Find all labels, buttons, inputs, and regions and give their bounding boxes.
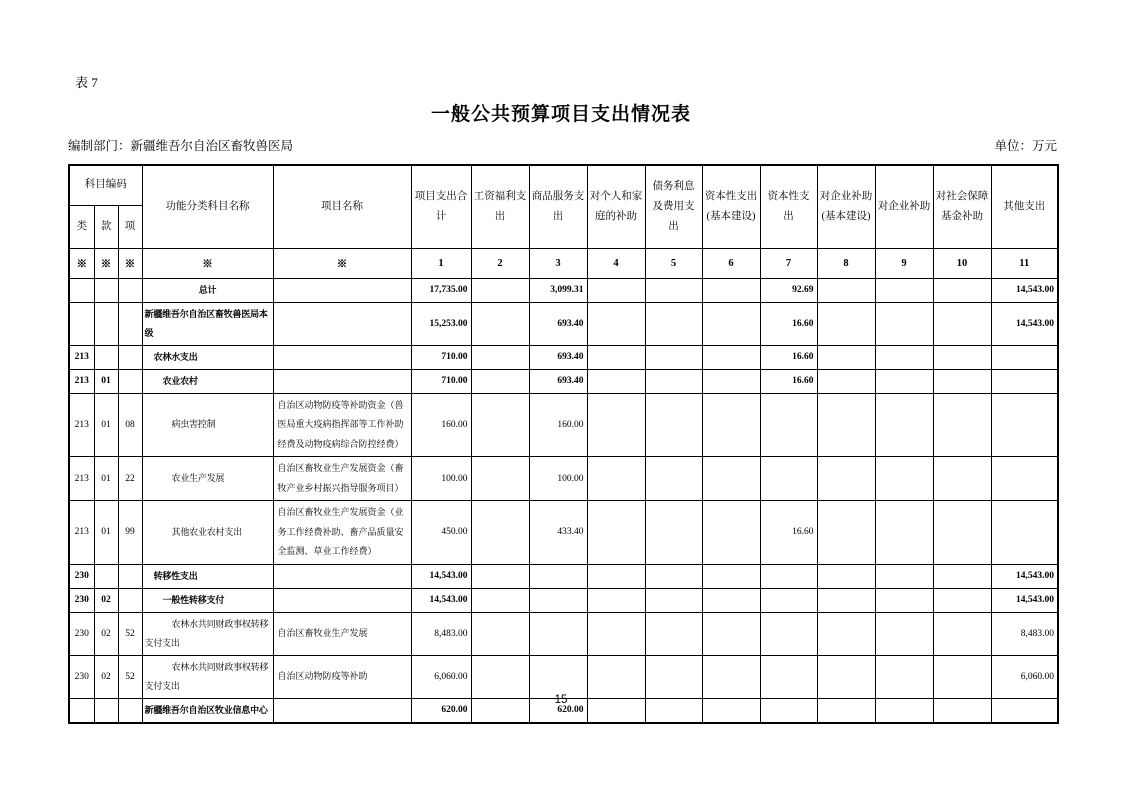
- table-row: [69, 501, 1058, 565]
- func-name-cell: 农林水支出: [142, 345, 273, 369]
- value-cell: 14,543.00: [991, 588, 1058, 612]
- value-cell: 710.00: [411, 345, 471, 369]
- value-cell: [875, 302, 933, 345]
- code-cell: 213: [69, 345, 94, 369]
- value-cell: [760, 655, 817, 698]
- value-cell: [875, 345, 933, 369]
- value-cell: 14,543.00: [991, 564, 1058, 588]
- marker-cell: ※: [273, 248, 411, 278]
- header-code-class: 类: [69, 205, 94, 248]
- value-cell: 693.40: [529, 302, 587, 345]
- header-amount-col: 其他支出: [991, 165, 1058, 248]
- header-amount-col: 资本性支出: [760, 165, 817, 248]
- table-row: [69, 302, 1058, 345]
- value-cell: [645, 564, 702, 588]
- code-cell: 213: [69, 457, 94, 501]
- value-cell: [587, 588, 645, 612]
- header-subject-code: 科目编码: [69, 165, 142, 205]
- code-cell: 02: [94, 588, 118, 612]
- marker-cell: ※: [69, 248, 94, 278]
- marker-cell: ※: [142, 248, 273, 278]
- value-cell: 710.00: [411, 369, 471, 393]
- value-cell: [587, 612, 645, 655]
- value-cell: 693.40: [529, 369, 587, 393]
- value-cell: [875, 655, 933, 698]
- header-code-item: 项: [118, 205, 142, 248]
- code-cell: 213: [69, 369, 94, 393]
- value-cell: 14,543.00: [411, 564, 471, 588]
- code-cell: [118, 345, 142, 369]
- value-cell: [587, 345, 645, 369]
- table-row: [69, 278, 1058, 302]
- prepared-by-label: 编制部门：新疆维吾尔自治区畜牧兽医局: [68, 139, 294, 153]
- value-cell: [471, 655, 529, 698]
- marker-cell: ※: [94, 248, 118, 278]
- code-cell: 230: [69, 612, 94, 655]
- value-cell: [587, 564, 645, 588]
- project-name-cell: 自治区动物防疫等补助资金（兽医局重大疫病指挥部等工作补助经费及动物疫病综合防控经费）: [273, 393, 411, 457]
- budget-table: [68, 164, 1059, 724]
- value-cell: [529, 564, 587, 588]
- value-cell: [645, 345, 702, 369]
- value-cell: [702, 369, 760, 393]
- value-cell: 6,060.00: [991, 655, 1058, 698]
- value-cell: [875, 501, 933, 565]
- value-cell: [702, 345, 760, 369]
- project-name-cell: [273, 564, 411, 588]
- header-amount-col: 对企业补助(基本建设): [817, 165, 875, 248]
- value-cell: 8,483.00: [991, 612, 1058, 655]
- meta-row: [68, 136, 1057, 154]
- value-cell: [702, 501, 760, 565]
- value-cell: [471, 501, 529, 565]
- value-cell: [760, 393, 817, 457]
- project-name-cell: [273, 278, 411, 302]
- value-cell: 16.60: [760, 369, 817, 393]
- value-cell: [991, 501, 1058, 565]
- project-name-cell: [273, 369, 411, 393]
- marker-cell: 5: [645, 248, 702, 278]
- value-cell: [817, 612, 875, 655]
- code-cell: [118, 302, 142, 345]
- table-header: [69, 165, 1058, 278]
- project-name-cell: 自治区动物防疫等补助: [273, 655, 411, 698]
- header-project-name: 项目名称: [273, 165, 411, 248]
- value-cell: 100.00: [529, 457, 587, 501]
- value-cell: [933, 655, 991, 698]
- project-name-cell: [273, 588, 411, 612]
- value-cell: 14,543.00: [991, 278, 1058, 302]
- code-cell: 02: [94, 655, 118, 698]
- value-cell: 693.40: [529, 345, 587, 369]
- marker-cell: 7: [760, 248, 817, 278]
- value-cell: [471, 457, 529, 501]
- table-row: [69, 393, 1058, 457]
- table-row: [69, 457, 1058, 501]
- value-cell: [991, 345, 1058, 369]
- table-body: [69, 278, 1058, 723]
- code-cell: 213: [69, 501, 94, 565]
- value-cell: [702, 588, 760, 612]
- value-cell: [817, 501, 875, 565]
- value-cell: 17,735.00: [411, 278, 471, 302]
- value-cell: [817, 345, 875, 369]
- value-cell: [702, 457, 760, 501]
- marker-cell: ※: [118, 248, 142, 278]
- value-cell: [471, 588, 529, 612]
- value-cell: 6,060.00: [411, 655, 471, 698]
- header-amount-col: 对企业补助: [875, 165, 933, 248]
- value-cell: [817, 302, 875, 345]
- code-cell: [69, 302, 94, 345]
- value-cell: 16.60: [760, 345, 817, 369]
- value-cell: [933, 457, 991, 501]
- code-cell: [94, 345, 118, 369]
- value-cell: 16.60: [760, 501, 817, 565]
- page-number: 15: [554, 694, 568, 706]
- value-cell: [587, 501, 645, 565]
- table-row: [69, 369, 1058, 393]
- value-cell: [875, 278, 933, 302]
- header-amount-col: 项目支出合计: [411, 165, 471, 248]
- func-name-cell: 农业生产发展: [142, 457, 273, 501]
- code-cell: 02: [94, 612, 118, 655]
- value-cell: [471, 302, 529, 345]
- value-cell: [471, 369, 529, 393]
- value-cell: [875, 393, 933, 457]
- value-cell: [760, 612, 817, 655]
- func-name-cell: 其他农业农村支出: [142, 501, 273, 565]
- func-name-cell: 一般性转移支付: [142, 588, 273, 612]
- value-cell: [760, 457, 817, 501]
- value-cell: [875, 588, 933, 612]
- code-cell: 01: [94, 369, 118, 393]
- value-cell: [587, 655, 645, 698]
- code-cell: [69, 278, 94, 302]
- code-cell: 230: [69, 655, 94, 698]
- marker-cell: 4: [587, 248, 645, 278]
- value-cell: 620.00: [411, 698, 471, 723]
- value-cell: [471, 612, 529, 655]
- marker-cell: 2: [471, 248, 529, 278]
- value-cell: [875, 457, 933, 501]
- value-cell: [645, 501, 702, 565]
- table-row: [69, 345, 1058, 369]
- marker-cell: 10: [933, 248, 991, 278]
- value-cell: [702, 393, 760, 457]
- value-cell: [760, 588, 817, 612]
- func-name-cell: 农林水共同财政事权转移支付支出: [142, 612, 273, 655]
- code-cell: 01: [94, 393, 118, 457]
- value-cell: [933, 278, 991, 302]
- marker-cell: 8: [817, 248, 875, 278]
- func-name-cell: 病虫害控制: [142, 393, 273, 457]
- header-amount-col: 工资福利支出: [471, 165, 529, 248]
- value-cell: [587, 393, 645, 457]
- code-cell: 22: [118, 457, 142, 501]
- project-name-cell: 自治区畜牧业生产发展: [273, 612, 411, 655]
- value-cell: [933, 393, 991, 457]
- code-cell: 52: [118, 655, 142, 698]
- code-cell: 01: [94, 457, 118, 501]
- unit-label: 单位：万元: [994, 139, 1057, 153]
- func-name-cell: 总计: [142, 278, 273, 302]
- table-row: [69, 564, 1058, 588]
- project-name-cell: 自治区畜牧业生产发展资金（畜牧产业乡村振兴指导服务项目）: [273, 457, 411, 501]
- value-cell: [875, 369, 933, 393]
- value-cell: [875, 612, 933, 655]
- marker-cell: 1: [411, 248, 471, 278]
- code-cell: [94, 278, 118, 302]
- func-name-cell: 转移性支出: [142, 564, 273, 588]
- value-cell: 92.69: [760, 278, 817, 302]
- value-cell: [471, 278, 529, 302]
- code-cell: [94, 564, 118, 588]
- value-cell: [933, 501, 991, 565]
- value-cell: [933, 345, 991, 369]
- func-name-cell: 农业农村: [142, 369, 273, 393]
- value-cell: 15,253.00: [411, 302, 471, 345]
- value-cell: [645, 457, 702, 501]
- value-cell: 14,543.00: [991, 302, 1058, 345]
- value-cell: [702, 278, 760, 302]
- value-cell: [933, 612, 991, 655]
- marker-cell: 11: [991, 248, 1058, 278]
- header-amount-col: 对个人和家庭的补助: [587, 165, 645, 248]
- table-row: [69, 588, 1058, 612]
- value-cell: [471, 564, 529, 588]
- value-cell: [991, 393, 1058, 457]
- value-cell: [817, 564, 875, 588]
- func-name-cell: 农林水共同财政事权转移支付支出: [142, 655, 273, 698]
- code-cell: 230: [69, 588, 94, 612]
- value-cell: [471, 345, 529, 369]
- value-cell: [587, 278, 645, 302]
- value-cell: 620.00: [529, 698, 587, 723]
- value-cell: [817, 369, 875, 393]
- marker-cell: 6: [702, 248, 760, 278]
- value-cell: [991, 457, 1058, 501]
- value-cell: [645, 612, 702, 655]
- code-cell: [118, 564, 142, 588]
- value-cell: [587, 457, 645, 501]
- project-name-cell: 自治区畜牧业生产发展资金（业务工作经费补助、畜产品质量安全监测、草业工作经费）: [273, 501, 411, 565]
- value-cell: 8,483.00: [411, 612, 471, 655]
- value-cell: [933, 302, 991, 345]
- value-cell: [933, 588, 991, 612]
- func-name-cell: 新疆维吾尔自治区牧业信息中心: [142, 698, 273, 723]
- header-amount-col: 债务利息及费用支出: [645, 165, 702, 248]
- value-cell: [875, 564, 933, 588]
- value-cell: [529, 655, 587, 698]
- header-amount-col: 对社会保障基金补助: [933, 165, 991, 248]
- value-cell: [817, 655, 875, 698]
- code-cell: [118, 588, 142, 612]
- value-cell: [933, 564, 991, 588]
- value-cell: [702, 612, 760, 655]
- value-cell: 160.00: [529, 393, 587, 457]
- project-name-cell: [273, 345, 411, 369]
- code-cell: [118, 278, 142, 302]
- value-cell: [817, 457, 875, 501]
- value-cell: [760, 564, 817, 588]
- value-cell: [529, 612, 587, 655]
- code-cell: 08: [118, 393, 142, 457]
- value-cell: [817, 393, 875, 457]
- code-cell: 99: [118, 501, 142, 565]
- value-cell: [645, 369, 702, 393]
- value-cell: 433.40: [529, 501, 587, 565]
- value-cell: [645, 655, 702, 698]
- page-title: 一般公共预算项目支出情况表: [430, 104, 691, 125]
- value-cell: 160.00: [411, 393, 471, 457]
- value-cell: 100.00: [411, 457, 471, 501]
- value-cell: [587, 302, 645, 345]
- func-name-cell: 新疆维吾尔自治区畜牧兽医局本级: [142, 302, 273, 345]
- header-amount-col: 商品服务支出: [529, 165, 587, 248]
- value-cell: 16.60: [760, 302, 817, 345]
- value-cell: 450.00: [411, 501, 471, 565]
- code-cell: [118, 369, 142, 393]
- value-cell: 3,099.31: [529, 278, 587, 302]
- table-label: 表 7: [75, 75, 98, 90]
- marker-cell: 3: [529, 248, 587, 278]
- value-cell: [817, 278, 875, 302]
- value-cell: [645, 302, 702, 345]
- code-cell: 52: [118, 612, 142, 655]
- value-cell: [933, 369, 991, 393]
- value-cell: [702, 655, 760, 698]
- code-cell: [94, 302, 118, 345]
- value-cell: [471, 393, 529, 457]
- header-func-name: 功能分类科目名称: [142, 165, 273, 248]
- value-cell: [529, 588, 587, 612]
- value-cell: [817, 588, 875, 612]
- value-cell: [702, 302, 760, 345]
- code-cell: 213: [69, 393, 94, 457]
- header-amount-col: 资本性支出(基本建设): [702, 165, 760, 248]
- code-cell: 01: [94, 501, 118, 565]
- value-cell: [702, 564, 760, 588]
- table-row: [69, 655, 1058, 698]
- code-cell: 230: [69, 564, 94, 588]
- value-cell: [587, 369, 645, 393]
- project-name-cell: [273, 302, 411, 345]
- marker-cell: 9: [875, 248, 933, 278]
- value-cell: [645, 278, 702, 302]
- value-cell: [645, 588, 702, 612]
- value-cell: [991, 369, 1058, 393]
- value-cell: [645, 393, 702, 457]
- value-cell: 14,543.00: [411, 588, 471, 612]
- table-row: [69, 612, 1058, 655]
- header-code-section: 款: [94, 205, 118, 248]
